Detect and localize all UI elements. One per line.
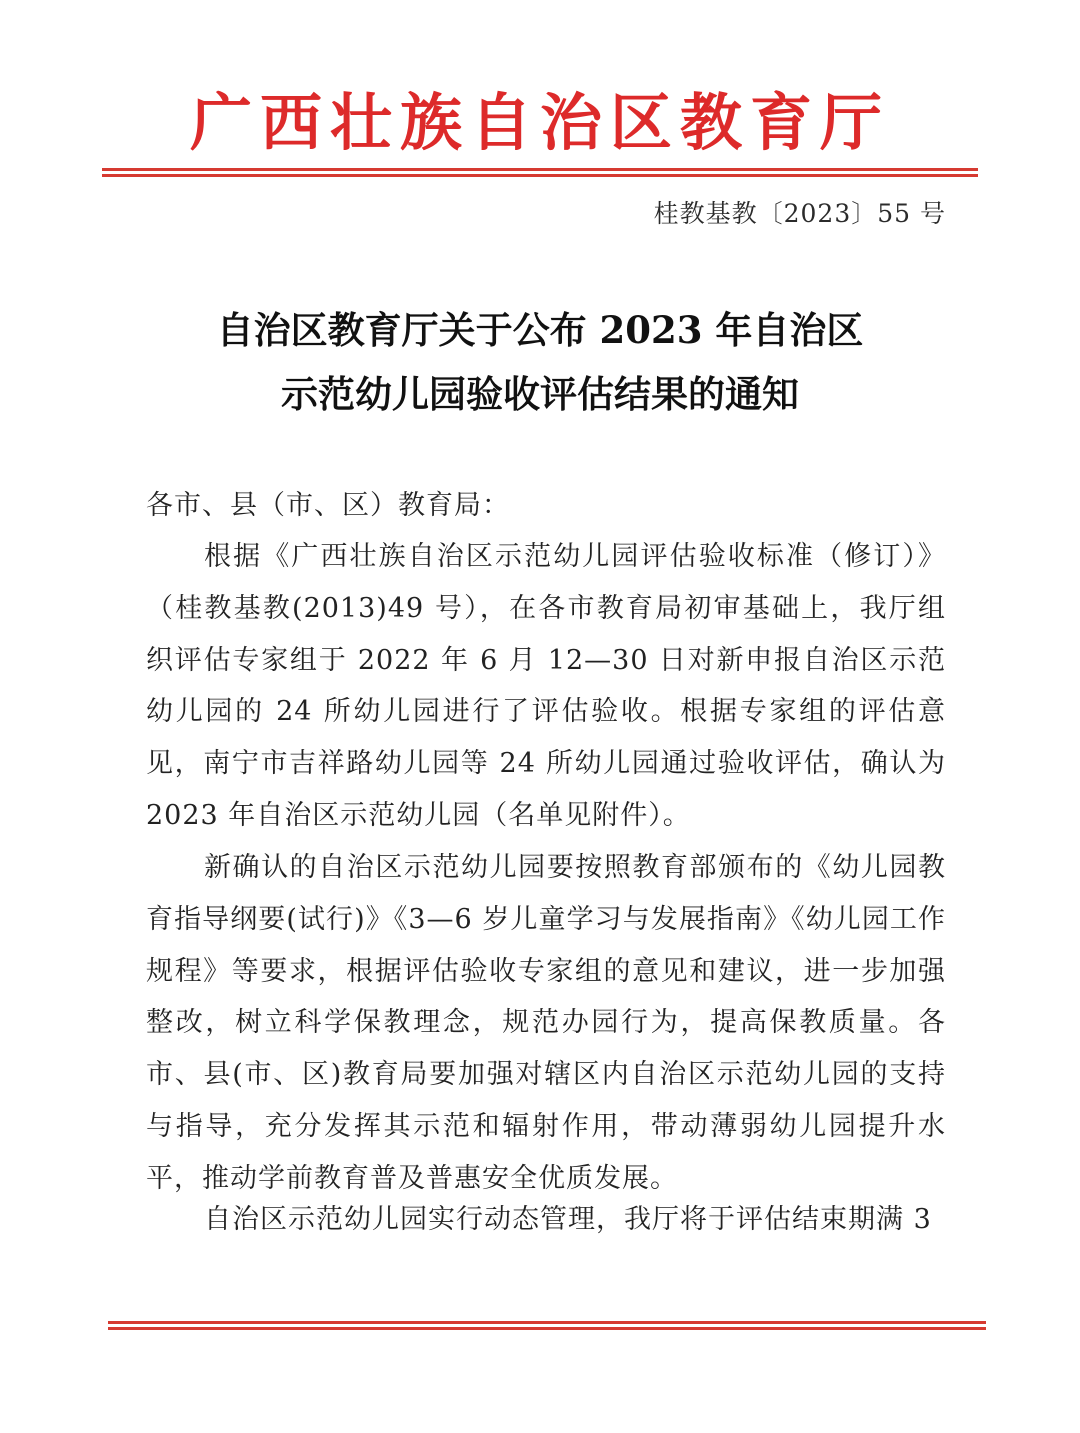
salutation: 各市、县（市、区）教育局： xyxy=(146,490,510,521)
document-title-line-2: 示范幼儿园验收评估结果的通知 xyxy=(281,372,799,416)
issuer-header: 广西壮族自治区教育厅 xyxy=(189,86,890,159)
body-paragraph-1: 根据《广西壮族自治区示范幼儿园评估验收标准（修订）》（桂教基教(2013)49 号），在各市教育局初审基础上，我厅组织评估专家组于 2022 年 6 月 12—30 日对新申报自治区示范幼儿园的 24 所幼儿园进行了评估验收。根据专家组的评估意见，南宁市吉祥路幼儿园等 24 所幼儿园通过验收评估，确认为 2023 年自治区示范幼儿园（名单见附件）。 xyxy=(146,541,946,831)
footer-rule-bottom xyxy=(108,1327,986,1330)
body-paragraph-2: 新确认的自治区示范幼儿园要按照教育部颁布的《幼儿园教育指导纲要(试行)》《3—6 岁儿童学习与发展指南》《幼儿园工作规程》等要求，根据评估验收专家组的意见和建议，进一步加强整改，树立科学保教理念，规范办园行为，提高保教质量。各市、县(市、区)教育局要加强对辖区内自治区示范幼儿园的支持与指导，充分发挥其示范和辐射作用，带动薄弱幼儿园提升水平，推动学前教育普及普惠安全优质发展。 xyxy=(146,852,946,1194)
header-rule-bottom xyxy=(102,174,978,177)
footer-rule-top xyxy=(108,1321,986,1324)
body-paragraph-3: 自治区示范幼儿园实行动态管理，我厅将于评估结束期满 3 xyxy=(204,1204,932,1235)
header-rule-top xyxy=(102,168,978,171)
document-title-line-1: 自治区教育厅关于公布 2023 年自治区 xyxy=(216,308,864,352)
document-number: 桂教基教〔2023〕55 号 xyxy=(653,199,946,228)
